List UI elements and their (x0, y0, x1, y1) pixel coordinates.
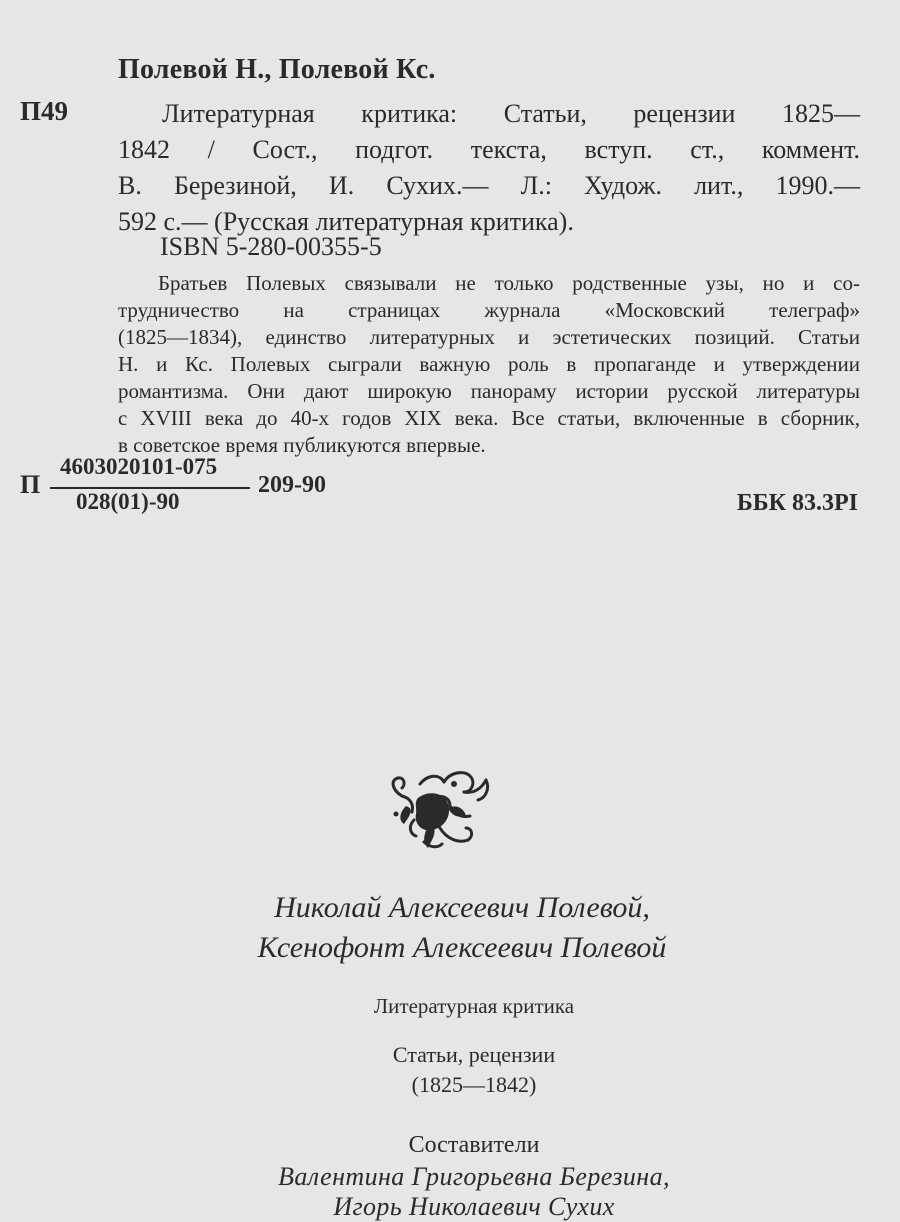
isbn-number: ISBN 5-280-00355-5 (160, 232, 382, 261)
compiler-name-2: Игорь Николаевич Сухих (333, 1192, 615, 1221)
book-years: (1825—1842) (411, 1072, 537, 1097)
floral-ornament-icon (384, 768, 494, 852)
biblio-line: Литературная критика: Статьи, рецензии 1825— (162, 99, 860, 128)
annotation-line: (1825—1834), единство литературных и эстетических позиций. Статьи (118, 325, 860, 349)
compilers-label: Составители (408, 1132, 540, 1158)
annotation-line: Братьев Полевых связывали не только родственные узы, но и со- (158, 271, 860, 295)
book-title: Литературная критика (373, 994, 575, 1018)
annotation-line: с XVIII века до 40-х годов XIX века. Все статьи, включенные в сборник, (118, 406, 860, 430)
author-name-2: Ксенофонт Алексеевич Полевой (257, 931, 667, 964)
book-subtitle: Статьи, рецензии (392, 1042, 556, 1067)
catalog-index-code: П49 (20, 96, 69, 126)
publisher-code-numerator: 4603020101-075 (60, 454, 218, 479)
annotation-line: в советское время публикуются впервые. (118, 433, 486, 457)
biblio-line: 1842 / Сост., подгот. текста, вступ. ст., коммент. (118, 135, 860, 164)
bibliographic-description (118, 96, 860, 240)
book-subtitle-block (24, 1040, 900, 1100)
publisher-code-letter: П (20, 470, 41, 499)
annotation-paragraph (118, 270, 860, 459)
compiler-name-1: Валентина Григорьевна Березина, (278, 1162, 670, 1191)
full-author-names (12, 888, 900, 968)
annotation-line: Н. и Кс. Полевых сыграли важную роль в пропаганде и утверждении (118, 352, 860, 376)
publisher-code-denominator: 028(01)-90 (76, 489, 180, 514)
biblio-line: В. Березиной, И. Сухих.— Л.: Худож. лит., 1990.— (118, 171, 860, 200)
catalog-authors: Полевой Н., Полевой Кс. (118, 54, 436, 85)
author-name-1: Николай Алексеевич Полевой, (274, 891, 650, 924)
bbk-classification: ББК 83.3РI (736, 490, 858, 516)
annotation-line: трудничество на страницах журнала «Московский телеграф» (118, 298, 860, 322)
biblio-line: 592 с.— (Русская литературная критика). (118, 207, 574, 236)
annotation-line: романтизма. Они дают широкую панораму истории русской литературы (118, 379, 860, 403)
publisher-code-price: 209-90 (258, 472, 326, 498)
